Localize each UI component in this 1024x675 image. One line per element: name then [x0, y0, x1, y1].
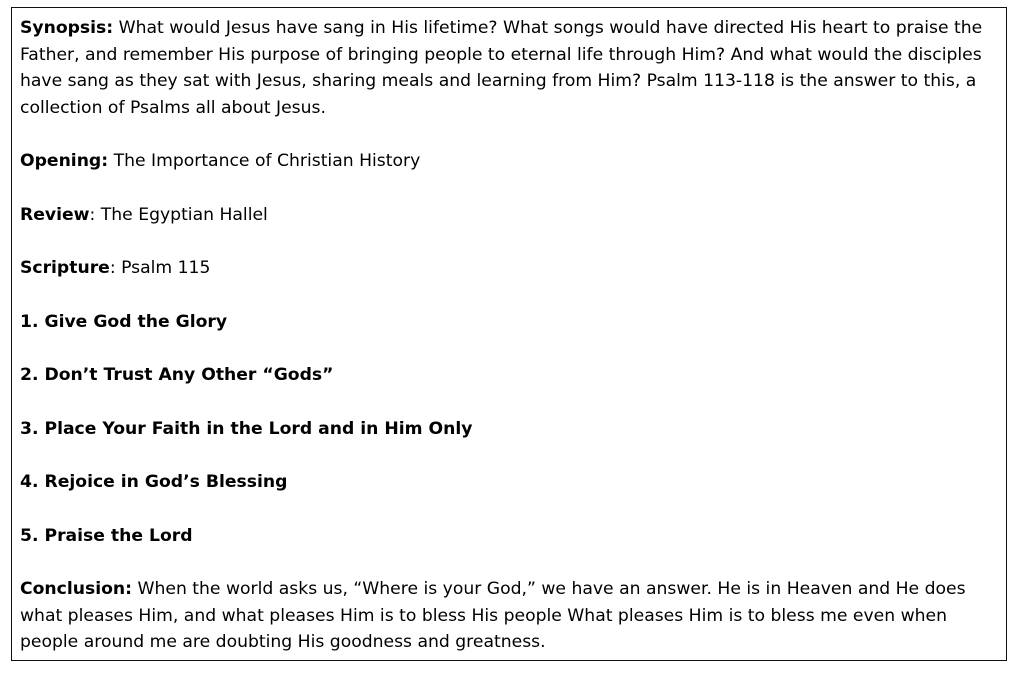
synopsis-text: What would Jesus have sang in His lifetime? What songs would have directed His heart to praise the Father, and remember His purpose of bringing people to eternal life through Him? And what would the disciples have sang as they sat with Jesus, sharing meals and learning from Him? Psalm 113-118 is the answer to this, a collection of Psalms all about Jesus.	[20, 18, 983, 118]
scripture-label: Scripture	[20, 258, 110, 278]
review-paragraph	[20, 202, 998, 229]
scripture-text: : Psalm 115	[109, 258, 211, 278]
opening-paragraph	[20, 148, 998, 175]
review-text: : The Egyptian Hallel	[89, 204, 268, 225]
outline-point-1: 1. Give God the Glory	[20, 311, 228, 332]
opening-text: The Importance of Christian History	[108, 151, 421, 171]
outline-point-2: 2. Don’t Trust Any Other “Gods”	[20, 365, 334, 385]
outline-point-3: 3. Place Your Faith in the Lord and in Him Only	[20, 418, 473, 439]
sermon-outline-box	[11, 7, 1007, 661]
outline-point-4: 4. Rejoice in God’s Blessing	[20, 472, 288, 492]
review-label: Review	[20, 204, 90, 225]
synopsis-label: Synopsis:	[20, 18, 114, 38]
opening-label: Opening:	[20, 151, 109, 171]
conclusion-text: When the world asks us, “Where is your God,” we have an answer. He is in Heaven and He does what pleases Him, and what pleases Him is to bless His people What pleases Him is to bless me even when people around me are doubting His goodness and greatness.	[20, 579, 966, 652]
synopsis-paragraph	[20, 15, 998, 121]
conclusion-paragraph	[20, 576, 998, 656]
conclusion-label: Conclusion:	[20, 579, 133, 599]
scripture-paragraph	[20, 255, 998, 282]
outline-point-5: 5. Praise the Lord	[20, 525, 193, 546]
